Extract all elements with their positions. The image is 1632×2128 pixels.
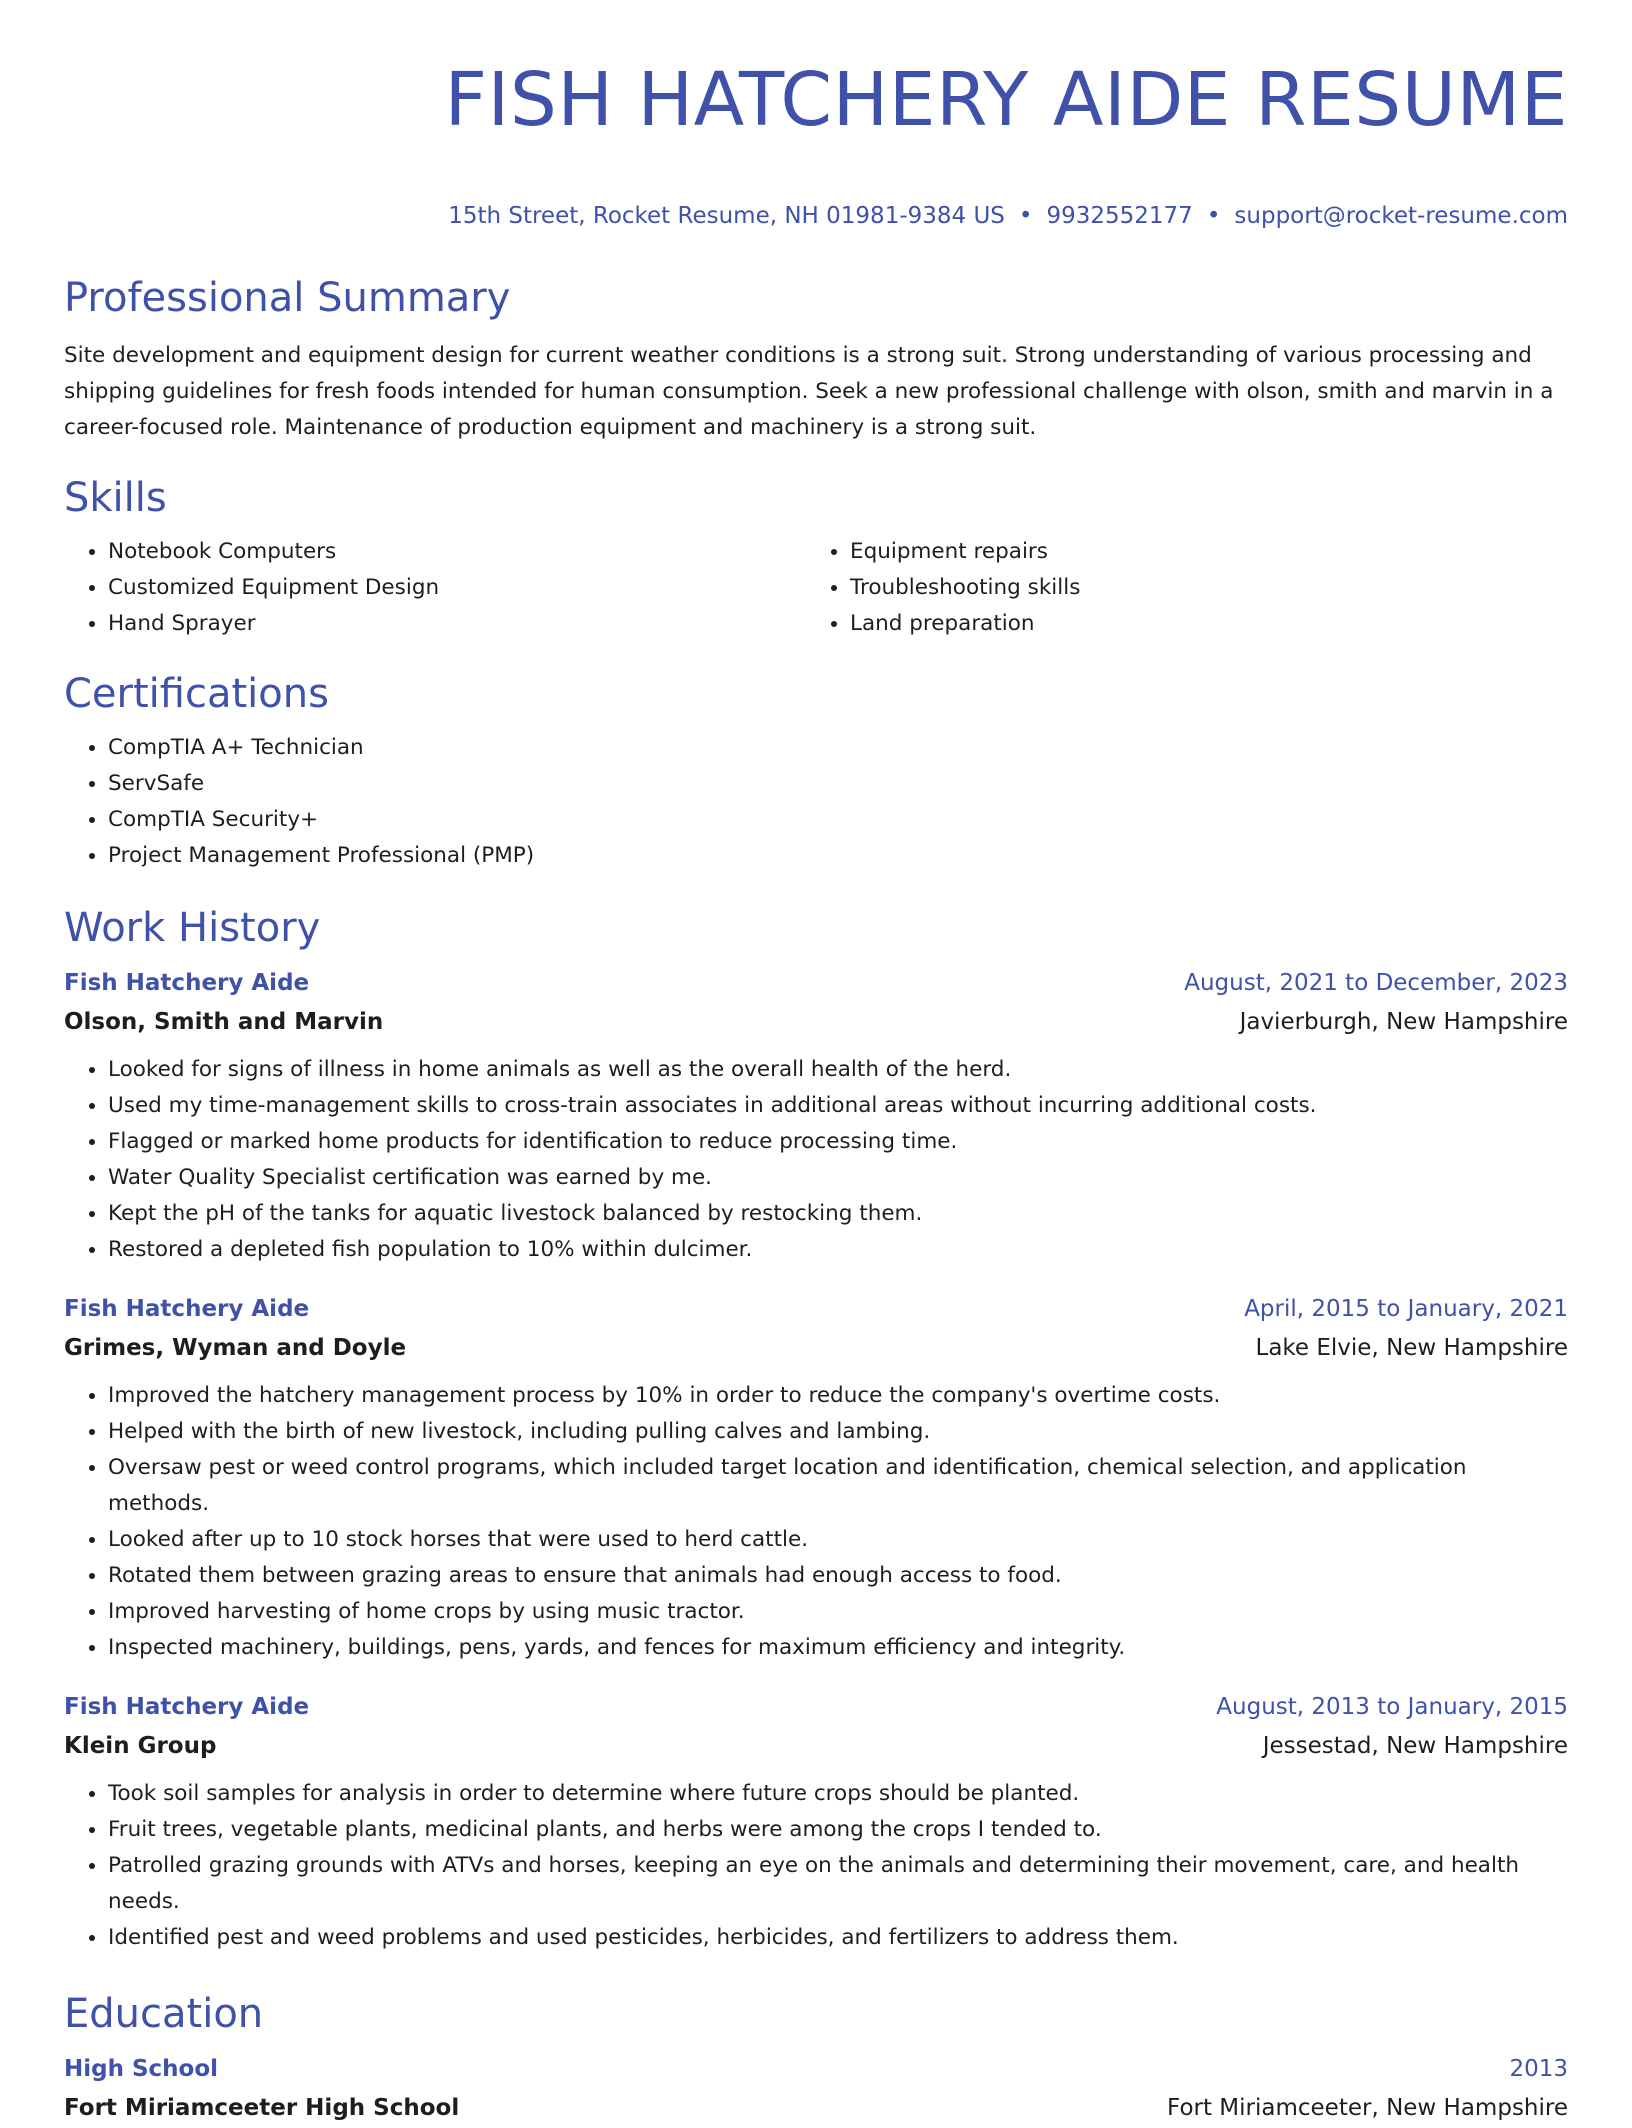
job-bullets (64, 1378, 1568, 1666)
job-dates: April, 2015 to January, 2021 (1244, 1296, 1568, 1322)
section-title-work-history: Work History (64, 905, 321, 951)
job-bullet: • Looked after up to 10 stock horses that were used to herd cattle. (108, 1522, 1568, 1558)
contact-line (64, 200, 1568, 232)
job-bullets (64, 1052, 1568, 1268)
contact-separator: • (1018, 203, 1033, 229)
job-dates: August, 2013 to January, 2015 (1216, 1694, 1568, 1720)
skill-item: • Equipment repairs (850, 534, 1548, 570)
job-location: Javierburgh, New Hampshire (1239, 1009, 1568, 1035)
job-bullet: • Restored a depleted fish population to 10% within dulcimer. (108, 1232, 1568, 1268)
job-bullet: • Improved the hatchery management process by 10% in order to reduce the company's overtime costs. (108, 1378, 1568, 1414)
job-title: Fish Hatchery Aide (64, 1296, 310, 1322)
education-entry (64, 2050, 1568, 2128)
job-title: Fish Hatchery Aide (64, 970, 310, 996)
job-bullet: • Identified pest and weed problems and used pesticides, herbicides, and fertilizers to address them. (108, 1920, 1568, 1956)
education-location: Fort Miriamceeter, New Hampshire (1167, 2095, 1568, 2121)
job-header (64, 1688, 1568, 1726)
summary-text: Site development and equipment design for current weather conditions is a strong suit. Strong understanding of various processing and shipping guidelines for fresh foods intended for human consumption. Seek a new professional challenge with olson, smith and marvin in a career-focused role. Maintenance of production equipment and machinery is a strong suit. (64, 343, 1554, 440)
certifications-list (64, 730, 1568, 874)
contact-phone: 9932552177 (1046, 203, 1193, 229)
skills-columns (64, 524, 1568, 642)
job-company: Olson, Smith and Marvin (64, 1009, 384, 1035)
job-bullet: • Patrolled grazing grounds with ATVs and horses, keeping an eye on the animals and determining their movement, care, and health needs. (108, 1848, 1568, 1920)
education-degree: High School (64, 2056, 219, 2082)
job-location: Jessestad, New Hampshire (1262, 1733, 1568, 1759)
contact-separator: • (1206, 203, 1221, 229)
section-title-summary: Professional Summary (64, 275, 511, 321)
section-title-education: Education (64, 1991, 264, 2037)
certification-item: • CompTIA Security+ (108, 802, 1568, 838)
job-dates: August, 2021 to December, 2023 (1184, 970, 1568, 996)
job-subheader (64, 1002, 1568, 1042)
job-header (64, 1290, 1568, 1328)
job-bullet: • Used my time-management skills to cross-train associates in additional areas without incurring additional costs. (108, 1088, 1568, 1124)
job-entry (64, 964, 1568, 1268)
contact-address: 15th Street, Rocket Resume, NH 01981-9384 US (448, 203, 1005, 229)
job-company: Klein Group (64, 1733, 217, 1759)
job-bullet: • Helped with the birth of new livestock, including pulling calves and lambing. (108, 1414, 1568, 1450)
job-bullet: • Looked for signs of illness in home animals as well as the overall health of the herd. (108, 1052, 1568, 1088)
section-title-certifications: Certifications (64, 671, 329, 717)
job-company: Grimes, Wyman and Doyle (64, 1335, 407, 1361)
job-title: Fish Hatchery Aide (64, 1694, 310, 1720)
certification-item: • ServSafe (108, 766, 1568, 802)
job-subheader (64, 1328, 1568, 1368)
certification-item: • Project Management Professional (PMP) (108, 838, 1568, 874)
job-bullet: • Fruit trees, vegetable plants, medicinal plants, and herbs were among the crops I tended to. (108, 1812, 1568, 1848)
education-header (64, 2050, 1568, 2088)
contact-email[interactable]: support@rocket-resume.com (1234, 203, 1568, 229)
job-bullet: • Rotated them between grazing areas to ensure that animals had enough access to food. (108, 1558, 1568, 1594)
skills-list-right (806, 534, 1548, 642)
job-bullet: • Inspected machinery, buildings, pens, yards, and fences for maximum efficiency and integrity. (108, 1630, 1568, 1666)
education-subheader (64, 2088, 1568, 2128)
job-bullet: • Took soil samples for analysis in order to determine where future crops should be planted. (108, 1776, 1568, 1812)
job-subheader (64, 1726, 1568, 1766)
skill-item: • Notebook Computers (108, 534, 806, 570)
skills-list-left (64, 534, 806, 642)
resume-header (64, 50, 1568, 232)
job-bullet: • Oversaw pest or weed control programs, which included target location and identification, chemical selection, and application methods. (108, 1450, 1568, 1522)
job-bullet: • Kept the pH of the tanks for aquatic livestock balanced by restocking them. (108, 1196, 1568, 1232)
job-bullet: • Improved harvesting of home crops by using music tractor. (108, 1594, 1568, 1630)
skill-item: • Hand Sprayer (108, 606, 806, 642)
skill-item: • Land preparation (850, 606, 1548, 642)
section-title-skills: Skills (64, 475, 167, 521)
resume-title: FISH HATCHERY AIDE RESUME (444, 57, 1568, 143)
education-school: Fort Miriamceeter High School (64, 2095, 460, 2121)
education-year: 2013 (1509, 2056, 1568, 2082)
job-bullet: • Water Quality Specialist certification was earned by me. (108, 1160, 1568, 1196)
job-location: Lake Elvie, New Hampshire (1255, 1335, 1568, 1361)
job-header (64, 964, 1568, 1002)
certification-item: • CompTIA A+ Technician (108, 730, 1568, 766)
job-entry (64, 1688, 1568, 1956)
job-bullet: • Flagged or marked home products for identification to reduce processing time. (108, 1124, 1568, 1160)
skill-item: • Troubleshooting skills (850, 570, 1548, 606)
skill-item: • Customized Equipment Design (108, 570, 806, 606)
job-entry (64, 1290, 1568, 1666)
job-bullets (64, 1776, 1568, 1956)
